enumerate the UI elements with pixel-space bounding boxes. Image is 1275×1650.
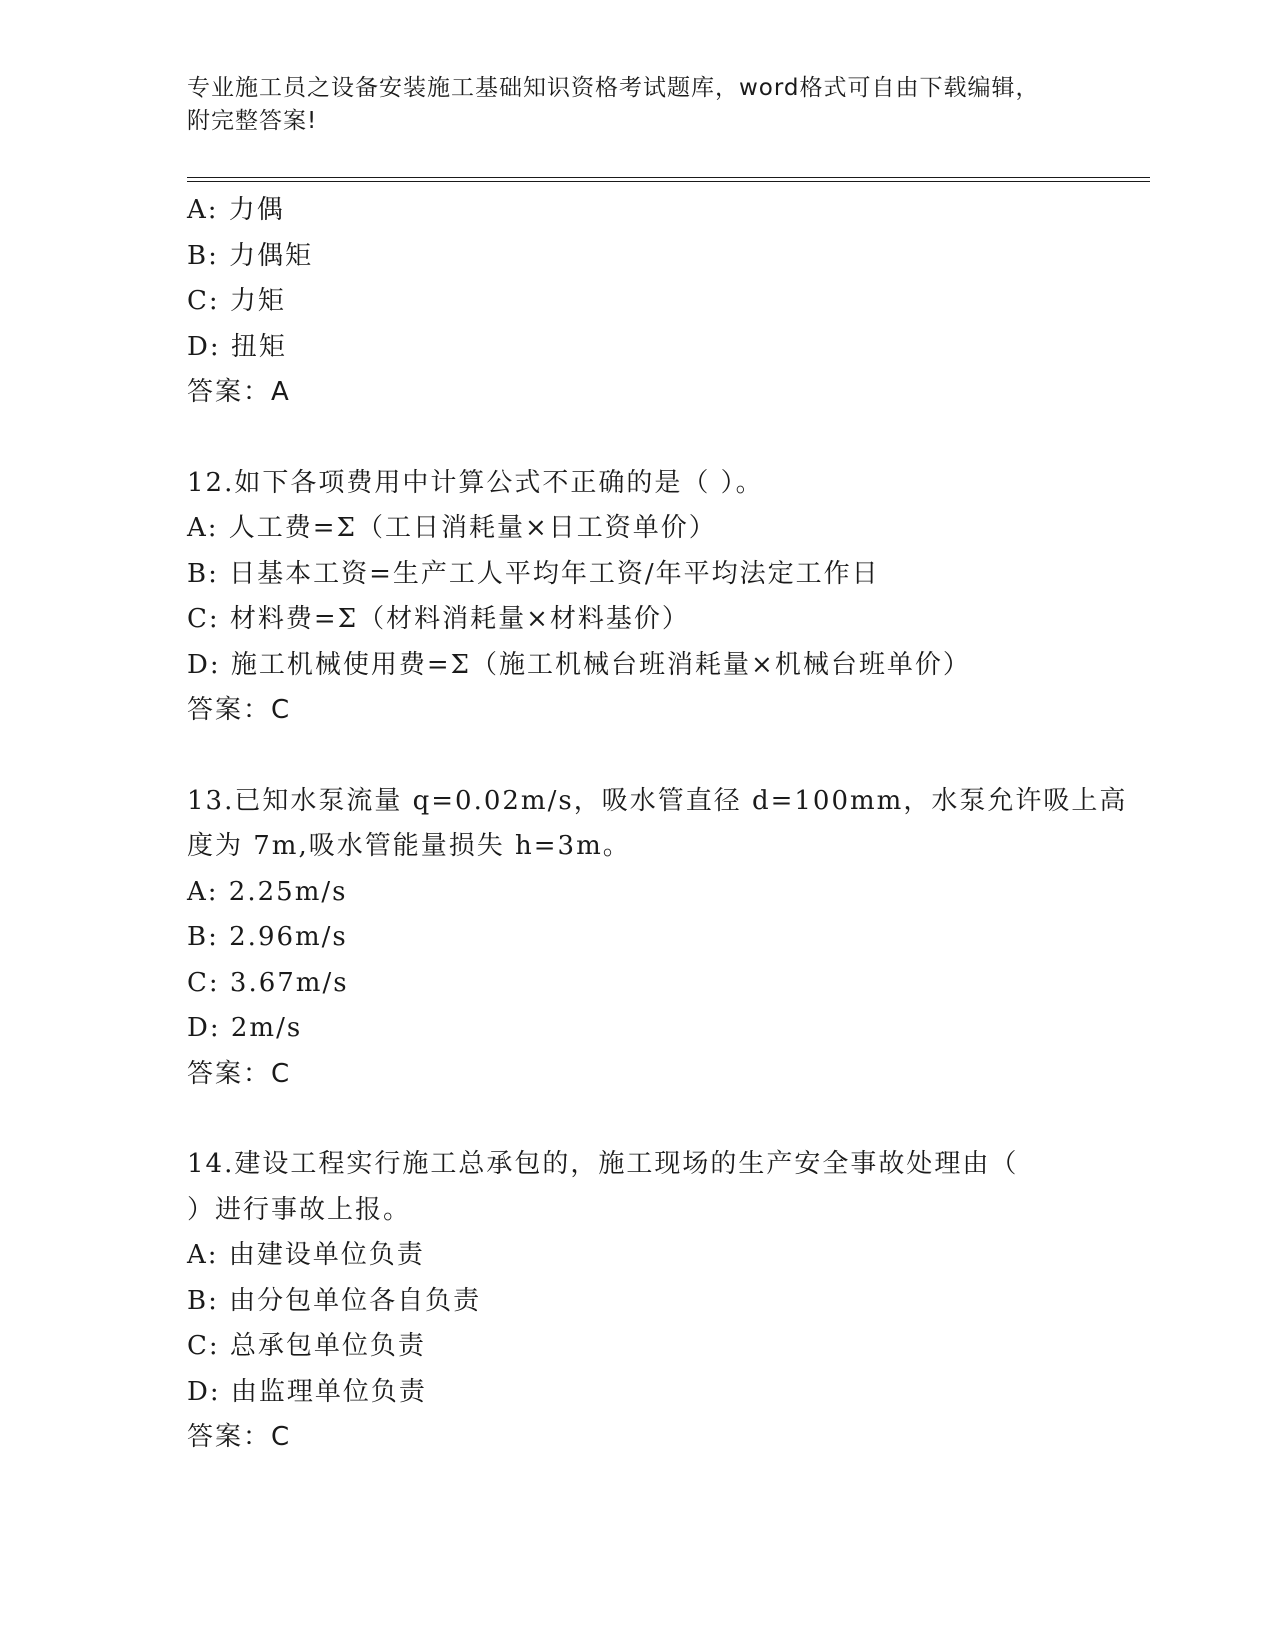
header-line-2: 附完整答案!: [187, 108, 318, 134]
header-line-1: 专业施工员之设备安装施工基础知识资格考试题库，word格式可自由下载编辑，: [187, 75, 1040, 101]
option-b: B: 由分包单位各自负责: [187, 1285, 482, 1316]
option-d: D: 由监理单位负责: [187, 1376, 427, 1407]
block-spacer: [187, 734, 1147, 779]
option-a: A: 2.25m/s: [187, 876, 348, 907]
header-divider-top: [187, 177, 1150, 178]
question-block-12: [187, 461, 1147, 734]
option-b: B: 2.96m/s: [187, 922, 348, 952]
question-text: 12.如下各项费用中计算公式不正确的是（ ）。: [187, 467, 764, 498]
option-c: C: 材料费=Σ（材料消耗量×材料基价）: [187, 604, 690, 634]
question-text-line-1: 14.建设工程实行施工总承包的，施工现场的生产安全事故处理由（: [187, 1149, 1019, 1179]
option-c: C: 力矩: [187, 286, 286, 316]
question-text-line-1: 13.已知水泵流量 q=0.02m/s，吸水管直径 d=100mm，水泵允许吸上高: [187, 785, 1128, 816]
answer-line: 答案：C: [187, 695, 292, 725]
question-block-11: [187, 188, 1147, 416]
option-d: D: 2m/s: [187, 1013, 303, 1043]
question-block-13: [187, 779, 1147, 1098]
answer-line: 答案：C: [187, 1422, 292, 1452]
option-a: A: 力偶: [187, 195, 285, 225]
option-a: A: 人工费=Σ（工日消耗量×日工资单价）: [187, 513, 717, 543]
option-c: C: 总承包单位负责: [187, 1331, 426, 1361]
question-list: [187, 188, 1147, 1461]
question-text-line-2: 度为 7m,吸水管能量损失 h=3m。: [187, 831, 631, 861]
answer-line: 答案：A: [187, 377, 291, 407]
option-b: B: 力偶矩: [187, 240, 314, 271]
document-header: [187, 72, 1087, 138]
option-a: A: 由建设单位负责: [187, 1240, 425, 1270]
option-d: D: 扭矩: [187, 331, 287, 362]
header-divider-bottom: [187, 181, 1150, 182]
question-block-14: [187, 1142, 1147, 1461]
block-spacer: [187, 416, 1147, 461]
option-b: B: 日基本工资=生产工人平均年工资/年平均法定工作日: [187, 558, 880, 589]
block-spacer: [187, 1097, 1147, 1142]
question-text-line-2: ）进行事故上报。: [187, 1194, 412, 1225]
option-c: C: 3.67m/s: [187, 967, 349, 998]
option-d: D: 施工机械使用费=Σ（施工机械台班消耗量×机械台班单价）: [187, 649, 971, 680]
answer-line: 答案：C: [187, 1058, 292, 1089]
